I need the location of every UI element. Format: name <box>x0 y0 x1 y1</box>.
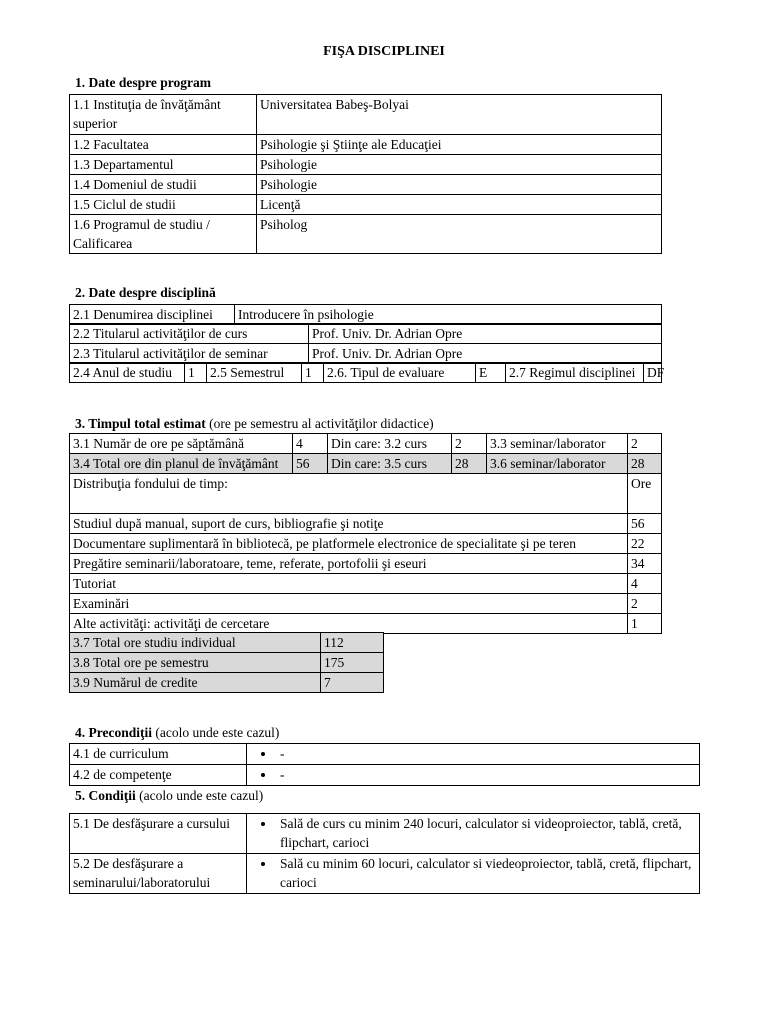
table-row <box>70 95 662 135</box>
table-row <box>70 614 662 634</box>
weekly-seminar-value: 2 <box>628 434 662 454</box>
plan-seminar-label: 3.6 seminar/laborator <box>487 454 628 474</box>
table-row <box>70 195 662 215</box>
regime-value: DF <box>644 363 662 383</box>
evaluation-label: 2.6. Tipul de evaluare <box>324 363 476 383</box>
hours-table <box>69 433 662 634</box>
table-row <box>70 215 662 254</box>
semester-label: 2.5 Semestrul <box>207 363 302 383</box>
condition-label: 5.1 De desfăşurare a cursului <box>70 814 247 854</box>
evaluation-value: E <box>476 363 506 383</box>
activity-hours: 22 <box>628 534 662 554</box>
section-4-heading: 4. Precondiţii (acolo unde este cazul) <box>75 725 280 740</box>
weekly-seminar-label: 3.3 seminar/laborator <box>487 434 628 454</box>
table-row <box>70 363 662 383</box>
program-label: 1.1 Instituţia de învăţământ superior <box>70 95 257 135</box>
section-5-heading: 5. Condiţii (acolo unde este cazul) <box>75 788 264 803</box>
plan-course-value: 28 <box>452 454 487 474</box>
table-row <box>70 854 700 894</box>
table-row <box>70 324 662 344</box>
table-row <box>70 305 662 325</box>
conditions-table <box>69 813 700 894</box>
table-row <box>70 574 662 594</box>
program-value: Universitatea Babeş-Bolyai <box>257 95 662 135</box>
precondition-label: 4.2 de competenţe <box>70 765 247 786</box>
section-1-heading: 1. Date despre program <box>75 75 211 90</box>
condition-label: 5.2 De desfăşurare a seminarului/laboratorului <box>70 854 247 894</box>
condition-value: • Sală de curs cu minim 240 locuri, calculator si videoproiector, tablă, cretă, flipchart, carioci <box>247 814 700 854</box>
discipline-value: Introducere în psihologie <box>235 305 662 325</box>
total-label: 3.8 Total ore pe semestru <box>70 653 321 673</box>
program-value: Psihologie <box>257 155 662 175</box>
program-label: 1.6 Programul de studiu / Calificarea <box>70 215 257 254</box>
weekly-course-value: 2 <box>452 434 487 454</box>
plan-seminar-value: 28 <box>628 454 662 474</box>
section-2-heading: 2. Date despre disciplină <box>75 285 216 300</box>
holder-label: 2.2 Titularul activităţilor de curs <box>70 324 309 344</box>
discipline-holders-table <box>69 323 662 364</box>
program-value: Licenţă <box>257 195 662 215</box>
total-label: 3.7 Total ore studiu individual <box>70 633 321 653</box>
table-row <box>70 514 662 534</box>
program-label: 1.5 Ciclul de studii <box>70 195 257 215</box>
holder-value: Prof. Univ. Dr. Adrian Opre <box>309 324 662 344</box>
year-value: 1 <box>185 363 207 383</box>
table-row <box>70 155 662 175</box>
weekly-course-label: Din care: 3.2 curs <box>328 434 452 454</box>
activity-label: Tutoriat <box>70 574 628 594</box>
table-row <box>70 594 662 614</box>
program-value: Psihologie şi Ştiinţe ale Educaţiei <box>257 135 662 155</box>
activity-label: Studiul după manual, suport de curs, bibliografie şi notiţe <box>70 514 628 534</box>
table-row <box>70 175 662 195</box>
total-value: 175 <box>321 653 384 673</box>
plan-hours-value: 56 <box>293 454 328 474</box>
activity-label: Examinări <box>70 594 628 614</box>
program-value: Psihologie <box>257 175 662 195</box>
table-row <box>70 454 662 474</box>
year-label: 2.4 Anul de studiu <box>70 363 185 383</box>
program-label: 1.4 Domeniul de studii <box>70 175 257 195</box>
plan-hours-label: 3.4 Total ore din planul de învăţământ <box>70 454 293 474</box>
page-title: FIŞA DISCIPLINEI <box>323 44 445 59</box>
total-value: 7 <box>321 673 384 693</box>
weekly-hours-value: 4 <box>293 434 328 454</box>
table-row <box>70 135 662 155</box>
activity-hours: 34 <box>628 554 662 574</box>
condition-value: • Sală cu minim 60 locuri, calculator si viedeoproiector, tablă, cretă, flipchart, carioci <box>247 854 700 894</box>
regime-label: 2.7 Regimul disciplinei <box>506 363 644 383</box>
distribution-hours-header: Ore <box>628 474 662 514</box>
table-row <box>70 673 384 693</box>
program-label: 1.3 Departamentul <box>70 155 257 175</box>
total-label: 3.9 Numărul de credite <box>70 673 321 693</box>
table-row <box>70 653 384 673</box>
precondition-value: • - <box>247 744 700 765</box>
table-row <box>70 534 662 554</box>
precondition-label: 4.1 de curriculum <box>70 744 247 765</box>
discipline-name-table <box>69 304 662 325</box>
holder-label: 2.3 Titularul activităţilor de seminar <box>70 344 309 364</box>
table-row <box>70 814 700 854</box>
table-row <box>70 434 662 454</box>
table-row <box>70 554 662 574</box>
semester-value: 1 <box>302 363 324 383</box>
holder-value: Prof. Univ. Dr. Adrian Opre <box>309 344 662 364</box>
discipline-label: 2.1 Denumirea disciplinei <box>70 305 235 325</box>
activity-label: Documentare suplimentară în bibliotecă, pe platformele electronice de specialitate şi pe teren <box>70 534 628 554</box>
table-row <box>70 744 700 765</box>
discipline-meta-table <box>69 362 665 383</box>
table-row <box>70 633 384 653</box>
activity-hours: 2 <box>628 594 662 614</box>
distribution-label: Distribuţia fondului de timp: <box>70 474 628 514</box>
table-row <box>70 765 700 786</box>
plan-course-label: Din care: 3.5 curs <box>328 454 452 474</box>
activity-label: Alte activităţi: activităţi de cercetare <box>70 614 628 634</box>
total-value: 112 <box>321 633 384 653</box>
table-row <box>70 344 662 364</box>
section-3-heading: 3. Timpul total estimat (ore pe semestru al activităţilor didactice) <box>75 416 434 431</box>
preconditions-table <box>69 743 700 786</box>
activity-hours: 56 <box>628 514 662 534</box>
program-value: Psiholog <box>257 215 662 254</box>
program-label: 1.2 Facultatea <box>70 135 257 155</box>
program-table <box>69 94 662 254</box>
activity-label: Pregătire seminarii/laboratoare, teme, referate, portofolii şi eseuri <box>70 554 628 574</box>
totals-table <box>69 632 384 693</box>
weekly-hours-label: 3.1 Număr de ore pe săptămână <box>70 434 293 454</box>
activity-hours: 1 <box>628 614 662 634</box>
activity-hours: 4 <box>628 574 662 594</box>
table-row <box>70 474 662 514</box>
precondition-value: • - <box>247 765 700 786</box>
